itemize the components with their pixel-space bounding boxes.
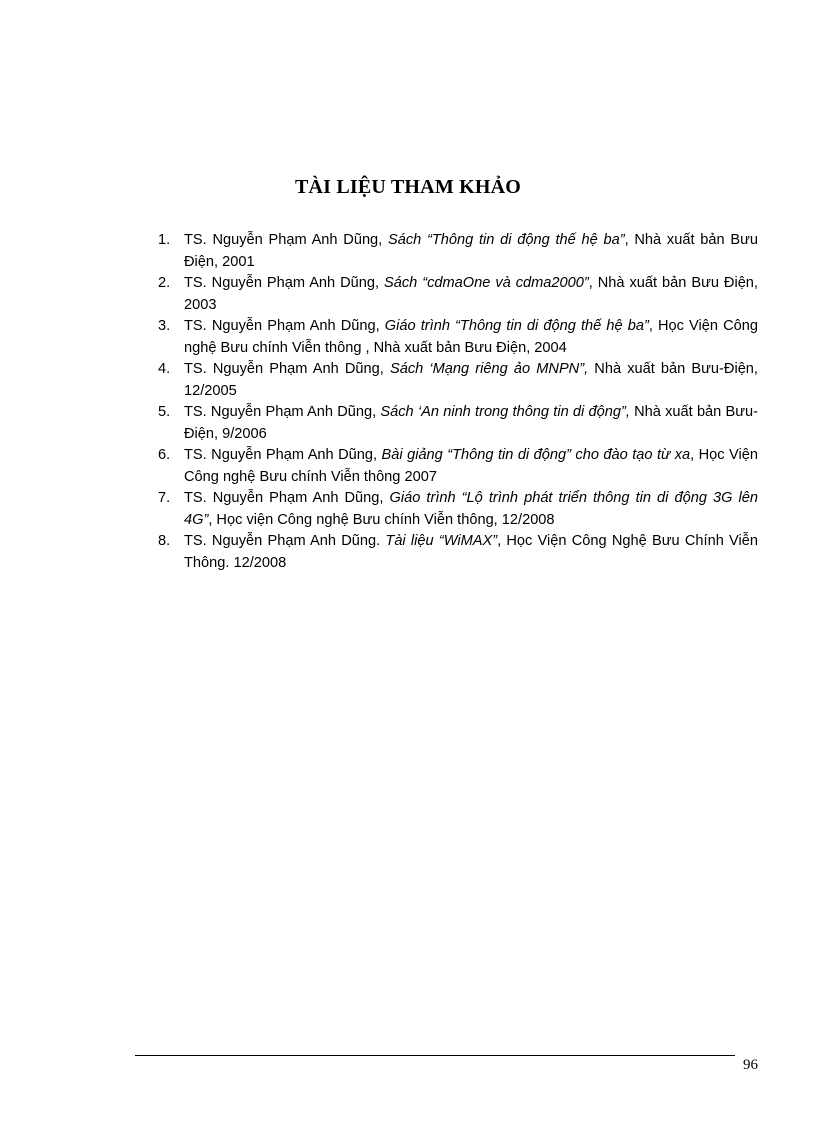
reference-number: 1.: [158, 232, 171, 248]
reference-text: [184, 318, 758, 356]
reference-item: [158, 531, 758, 574]
reference-author: TS. Nguyễn Phạm Anh Dũng.: [184, 533, 386, 549]
reference-work-title: Tài liệu “WiMAX”: [385, 533, 498, 549]
reference-work-title: Sách “Thông tin di động thế hệ ba”: [387, 232, 625, 248]
reference-list: [158, 230, 758, 574]
reference-work-title: Bài giảng “Thông tin di động” cho đào tạo từ xa: [381, 447, 691, 463]
reference-author: TS. Nguyễn Phạm Anh Dũng,: [184, 361, 390, 377]
reference-publisher: , Học viện Công nghệ Bưu chính Viễn thông, 12/2008: [208, 511, 555, 528]
reference-work-title: Sách ‘Mạng riêng ảo MNPN”,: [389, 361, 589, 377]
reference-number: 6.: [158, 447, 171, 463]
reference-text: [184, 404, 758, 442]
reference-number: 5.: [158, 404, 171, 420]
reference-text: [184, 275, 758, 313]
reference-publisher: , Học Viện Công nghệ Bưu chính Viễn thông , Nhà xuất bản Bưu Điện, 2004: [184, 318, 758, 356]
reference-work-title: Giáo trình “Lộ trình phát triển thông tin di động 3G lên 4G”: [184, 490, 758, 528]
reference-text: [184, 447, 758, 485]
reference-text: [184, 490, 758, 528]
reference-item: [158, 230, 758, 273]
reference-text: [184, 533, 758, 571]
reference-item: [158, 273, 758, 316]
page-title: TÀI LIỆU THAM KHẢO: [294, 176, 522, 198]
reference-number: 4.: [158, 361, 171, 377]
reference-work-title: Sách ‘An ninh trong thông tin di động”,: [380, 404, 630, 420]
reference-author: TS. Nguyễn Phạm Anh Dũng,: [184, 404, 381, 420]
reference-publisher: Nhà xuất bản Bưu-Điện, 9/2006: [184, 404, 758, 442]
reference-publisher: , Nhà xuất bản Bưu Điện, 2001: [184, 232, 758, 270]
footer-divider: [135, 1055, 735, 1056]
reference-item: [158, 316, 758, 359]
reference-publisher: , Học Viện Công nghệ Bưu chính Viễn thông 2007: [184, 447, 758, 485]
reference-text: [184, 361, 758, 399]
reference-author: TS. Nguyễn Phạm Anh Dũng,: [184, 275, 385, 291]
reference-work-title: Giáo trình “Thông tin di động thế hệ ba”: [384, 318, 649, 334]
reference-item: [158, 488, 758, 531]
reference-author: TS. Nguyễn Phạm Anh Dũng,: [184, 318, 385, 334]
reference-number: 8.: [158, 533, 171, 549]
reference-author: TS. Nguyễn Phạm Anh Dũng,: [184, 447, 382, 463]
reference-text: [184, 232, 758, 270]
reference-item: [158, 402, 758, 445]
reference-publisher: , Học Viện Công Nghệ Bưu Chính Viễn Thông. 12/2008: [184, 533, 758, 571]
reference-item: [158, 445, 758, 488]
reference-author: TS. Nguyễn Phạm Anh Dũng,: [184, 232, 388, 248]
reference-publisher: Nhà xuất bản Bưu-Điện, 12/2005: [184, 361, 758, 399]
reference-number: 2.: [158, 275, 171, 291]
reference-number: 3.: [158, 318, 171, 334]
reference-author: TS. Nguyễn Phạm Anh Dũng,: [184, 490, 390, 506]
reference-publisher: , Nhà xuất bản Bưu Điện, 2003: [184, 275, 758, 313]
page-number: 96: [743, 1057, 758, 1073]
reference-item: [158, 359, 758, 402]
reference-number: 7.: [158, 490, 171, 506]
reference-work-title: Sách “cdmaOne và cdma2000”: [384, 275, 589, 291]
